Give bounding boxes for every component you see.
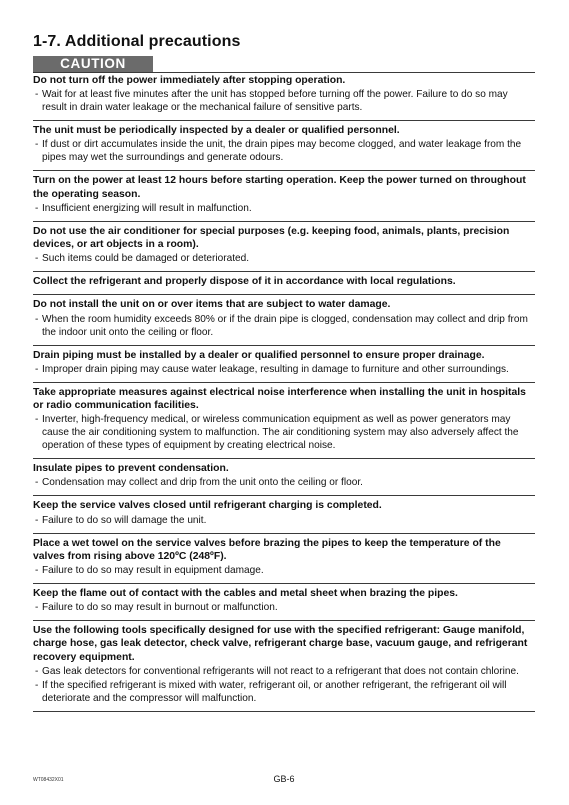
- precaution-detail: [33, 476, 535, 489]
- bullet-dash: -: [35, 253, 39, 265]
- bullet-dash: -: [35, 679, 39, 691]
- precaution-detail: [33, 679, 535, 705]
- precaution-title: Collect the refrigerant and properly dispose of it in accordance with local regulations.: [33, 276, 456, 288]
- precaution-detail-text: Insufficient energizing will result in malfunction.: [42, 202, 252, 214]
- precaution-detail: [33, 413, 535, 452]
- precaution-list: [33, 73, 535, 712]
- precaution-detail-text: Inverter, high-frequency medical, or wireless communication equipment as well as power generators may cause the air conditioning system to malfunction. The air conditioning system may also adversely affect the operation of these types of equipment by creating electrical noise.: [42, 414, 519, 452]
- bullet-dash: -: [35, 202, 39, 214]
- precaution-detail: [33, 252, 535, 265]
- precaution-section: [33, 295, 535, 345]
- precaution-detail: [33, 363, 535, 376]
- precaution-detail-text: Such items could be damaged or deteriorated.: [42, 253, 250, 265]
- precaution-section: [33, 383, 535, 459]
- precaution-title: Insulate pipes to prevent condensation.: [33, 463, 229, 475]
- precaution-detail: [33, 665, 535, 678]
- precaution-title: Do not use the air conditioner for special purposes (e.g. keeping food, animals, plants, precision devices, or art objects in a room).: [33, 225, 510, 251]
- precaution-detail-text: Failure to do so will damage the unit.: [42, 514, 207, 526]
- precaution-detail-text: Improper drain piping may cause water leakage, resulting in damage to furniture and other surroundings.: [42, 363, 509, 375]
- precaution-title: Do not turn off the power immediately after stopping operation.: [33, 75, 346, 86]
- section-heading: 1-7. Additional precautions: [33, 33, 241, 50]
- precaution-section: [33, 121, 535, 171]
- precaution-detail: [33, 138, 535, 164]
- precaution-section: [33, 621, 535, 712]
- precaution-section: [33, 272, 535, 295]
- bullet-dash: -: [35, 139, 39, 151]
- precaution-section: [33, 584, 535, 621]
- bullet-dash: -: [35, 414, 39, 426]
- precaution-title: The unit must be periodically inspected by a dealer or qualified personnel.: [33, 125, 400, 137]
- precaution-detail: [33, 601, 535, 614]
- caution-header: [33, 56, 535, 73]
- precaution-title: Drain piping must be installed by a dealer or qualified personnel to ensure proper drainage.: [33, 349, 485, 361]
- precaution-title: Place a wet towel on the service valves before brazing the pipes to keep the temperature of the valves from rising above 120ºC (248ºF).: [33, 537, 501, 562]
- bullet-dash: -: [35, 363, 39, 375]
- precaution-title: Keep the flame out of contact with the cables and metal sheet when brazing the pipes.: [33, 588, 458, 600]
- precaution-detail-text: Gas leak detectors for conventional refrigerants will not react to a refrigerant that does not contain chlorine.: [42, 665, 519, 677]
- precaution-detail: [33, 313, 535, 339]
- bullet-dash: -: [35, 313, 39, 325]
- caution-label: CAUTION: [33, 56, 153, 72]
- precaution-detail-text: Failure to do so may result in equipment damage.: [42, 565, 264, 577]
- precaution-section: [33, 346, 535, 383]
- precaution-section: [33, 73, 535, 121]
- precaution-detail-text: If dust or dirt accumulates inside the unit, the drain pipes may become clogged, and water leakage from the pipes may wet the surroundings and generate odours.: [42, 139, 522, 164]
- bullet-dash: -: [35, 89, 39, 101]
- precaution-detail-text: When the room humidity exceeds 80% or if the drain pipe is clogged, condensation may collect and drip from the indoor unit onto the ceiling or floor.: [42, 313, 528, 338]
- precaution-detail-text: Wait for at least five minutes after the unit has stopped before turning off the power. Failure to do so may result in drain water leakage or the mechanical failure of sensitive parts.: [42, 89, 508, 114]
- precaution-detail-text: Condensation may collect and drip from the unit onto the ceiling or floor.: [42, 477, 363, 489]
- precaution-detail: [33, 564, 535, 577]
- bullet-dash: -: [35, 602, 39, 614]
- bullet-dash: -: [35, 565, 39, 577]
- precaution-detail: [33, 202, 535, 215]
- precaution-detail: [33, 88, 535, 114]
- precaution-title: Keep the service valves closed until refrigerant charging is completed.: [33, 500, 382, 512]
- page-number: GB-6: [273, 774, 295, 784]
- precaution-section: [33, 496, 535, 533]
- precaution-detail-text: Failure to do so may result in burnout or malfunction.: [42, 602, 278, 614]
- precaution-section: [33, 534, 535, 584]
- precaution-section: [33, 171, 535, 221]
- bullet-dash: -: [35, 514, 39, 526]
- precaution-section: [33, 222, 535, 272]
- precaution-title: Take appropriate measures against electrical noise interference when installing the unit in hospitals or radio communication facilities.: [33, 386, 526, 412]
- precaution-detail-text: If the specified refrigerant is mixed with water, refrigerant oil, or another refrigerant, the refrigerant oil will deteriorate and the compressor will malfunction.: [42, 679, 507, 704]
- precaution-detail: [33, 514, 535, 527]
- precaution-section: [33, 459, 535, 496]
- bullet-dash: -: [35, 477, 39, 489]
- precaution-title: Do not install the unit on or over items that are subject to water damage.: [33, 299, 391, 311]
- document-code: WT08432X01: [33, 777, 64, 783]
- bullet-dash: -: [35, 665, 39, 677]
- precaution-title: Turn on the power at least 12 hours before starting operation. Keep the power turned on throughout the operating season.: [33, 175, 526, 200]
- precaution-title: Use the following tools specifically designed for use with the specified refrigerant: Gauge manifold, charge hose, gas leak detector, check valve, refrigerant charge base, vacuum gauge, and refrigerant recovery equipment.: [33, 625, 528, 663]
